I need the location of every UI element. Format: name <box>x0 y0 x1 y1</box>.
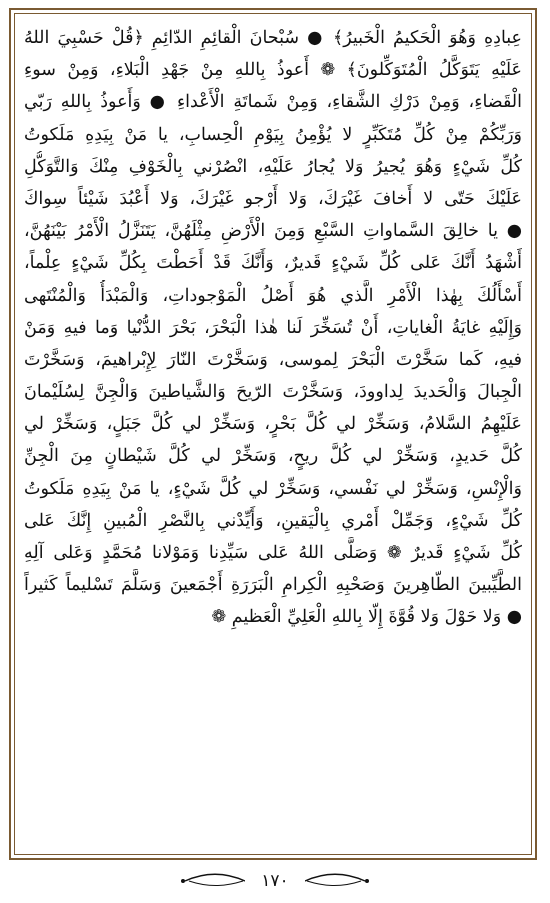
text-line: الْقَضاءِ، وَمِنْ دَرْكِ الشَّقاءِ، وَمِنْ شَماتَةِ الْأَعْداءِ ● وَأَعوذُ بِاللهِ رَبّي <box>24 92 522 113</box>
text-line: أَشْهَدُ أَنَّكَ عَلى كُلِّ شَيْءٍ قَديرٌ، وَأَنَّكَ قَدْ أَحَطْتَ بِكُلِّ شَيْءٍ عِلْماً، <box>24 253 522 274</box>
text-line: أَسْأَلُكَ بِهٰذا الْأَمْرِ الَّذي هُوَ أَصْلُ الْمَوْجوداتِ، وَالْمَبْدَأُ وَالْمُنْتَهى <box>24 285 522 306</box>
text-line: كُلِّ شَيْءٍ قَديرٌ ❁ وَصَلَّى اللهُ عَلى سَيِّدِنا وَمَوْلانا مُحَمَّدٍ وَعَلى آلِهِ <box>24 543 522 563</box>
page-footer <box>0 866 550 896</box>
text-line: عَلَيْهِ يَتَوَكَّلُ الْمُتَوَكِّلونَ﴾ ❁ أَعوذُ بِاللهِ مِنْ جَهْدِ الْبَلاءِ، وَمِنْ سوءِ <box>24 60 522 81</box>
text-line: كُلَّ حَديدٍ، وَسَخِّرْ لي كُلَّ ريحٍ، وَسَخِّرْ لي كُلَّ شَيْطانٍ مِنَ الْجِنِّ <box>24 446 522 467</box>
text-line: عَلَيْكَ حَتّى لا أَخافَ غَيْرَكَ، وَلا أَرْجو غَيْرَكَ، وَلا أَعْبُدَ شَيْئاً سِواكَ <box>24 188 522 209</box>
text-body <box>24 22 522 850</box>
text-line: ● يا خالِقَ السَّماواتِ السَّبْعِ وَمِنَ الْأَرْضِ مِثْلَهُنَّ، يَتَنَزَّلُ الْأَمْرُ بَيْنَهُنَّ، <box>24 221 522 242</box>
text-line: وَالْإِنْسِ، وَسَخِّرْ لي نَفْسي، وَسَخِّرْ لي كُلَّ شَيْءٍ، يا مَنْ بِيَدِهِ مَلَكوتُ <box>24 478 522 499</box>
page-number: ١٧٠ <box>245 866 305 896</box>
text-line: كُلِّ شَيْءٍ، وَجَمِّلْ أَمْري بِالْيَقينِ، وَأَيِّدْني بِالنَّصْرِ الْمُبينِ إِنَّكَ عَلى <box>24 510 522 531</box>
text-line: كُلِّ شَيْءٍ وَهُوَ يُجيرُ وَلا يُجارُ عَلَيْهِ، انْصُرْني بِالْخَوْفِ مِنْكَ وَالتَّوَكُّلِ <box>24 156 522 177</box>
text-line: وَإِلَيْهِ غايَةُ الْغاياتِ، أَنْ تُسَخِّرَ لَنا هٰذا الْبَحْرَ، بَحْرَ الدُّنْيا وَما فيهِ وَمَنْ <box>24 317 522 338</box>
text-line: عَلَيْهِمُ السَّلامُ، وَسَخِّرْ لي كُلَّ بَحْرٍ، وَسَخِّرْ لي كُلَّ جَبَلٍ، وَسَخِّرْ لي <box>24 414 522 435</box>
text-line: عِبادِهِ وَهُوَ الْحَكيمُ الْخَبيرُ﴾ ● سُبْحانَ الْقائِمِ الدّائِمِ ﴿قُلْ حَسْبِيَ اللهُ <box>24 28 522 48</box>
text-line: وَرَبِّكُمْ مِنْ كُلِّ مُتَكَبِّرٍ لا يُؤْمِنُ بِيَوْمِ الْحِسابِ، يا مَنْ بِيَدِهِ مَلَكوتُ <box>24 124 522 145</box>
text-line: الطَّيِّبينَ الطّاهِرينَ وَصَحْبِهِ الْكِرامِ الْبَرَرَةِ أَجْمَعينَ وَسَلَّمَ تَسْليماً كَثيراً <box>24 575 522 596</box>
text-line: الْجِبالَ وَالْحَديدَ لِداوودَ، وَسَخَّرْتَ الرّيحَ وَالشَّياطينَ وَالْجِنَّ لِسُلَيْمانَ <box>24 382 522 403</box>
text-line: فيهِ، كَما سَخَّرْتَ الْبَحْرَ لِموسى، وَسَخَّرْتَ النّارَ لِإِبْراهيمَ، وَسَخَّرْتَ <box>24 349 522 370</box>
text-line: ● وَلا حَوْلَ وَلا قُوَّةَ إِلّا بِاللهِ الْعَلِيِّ الْعَظيمِ ❁ <box>211 607 522 628</box>
